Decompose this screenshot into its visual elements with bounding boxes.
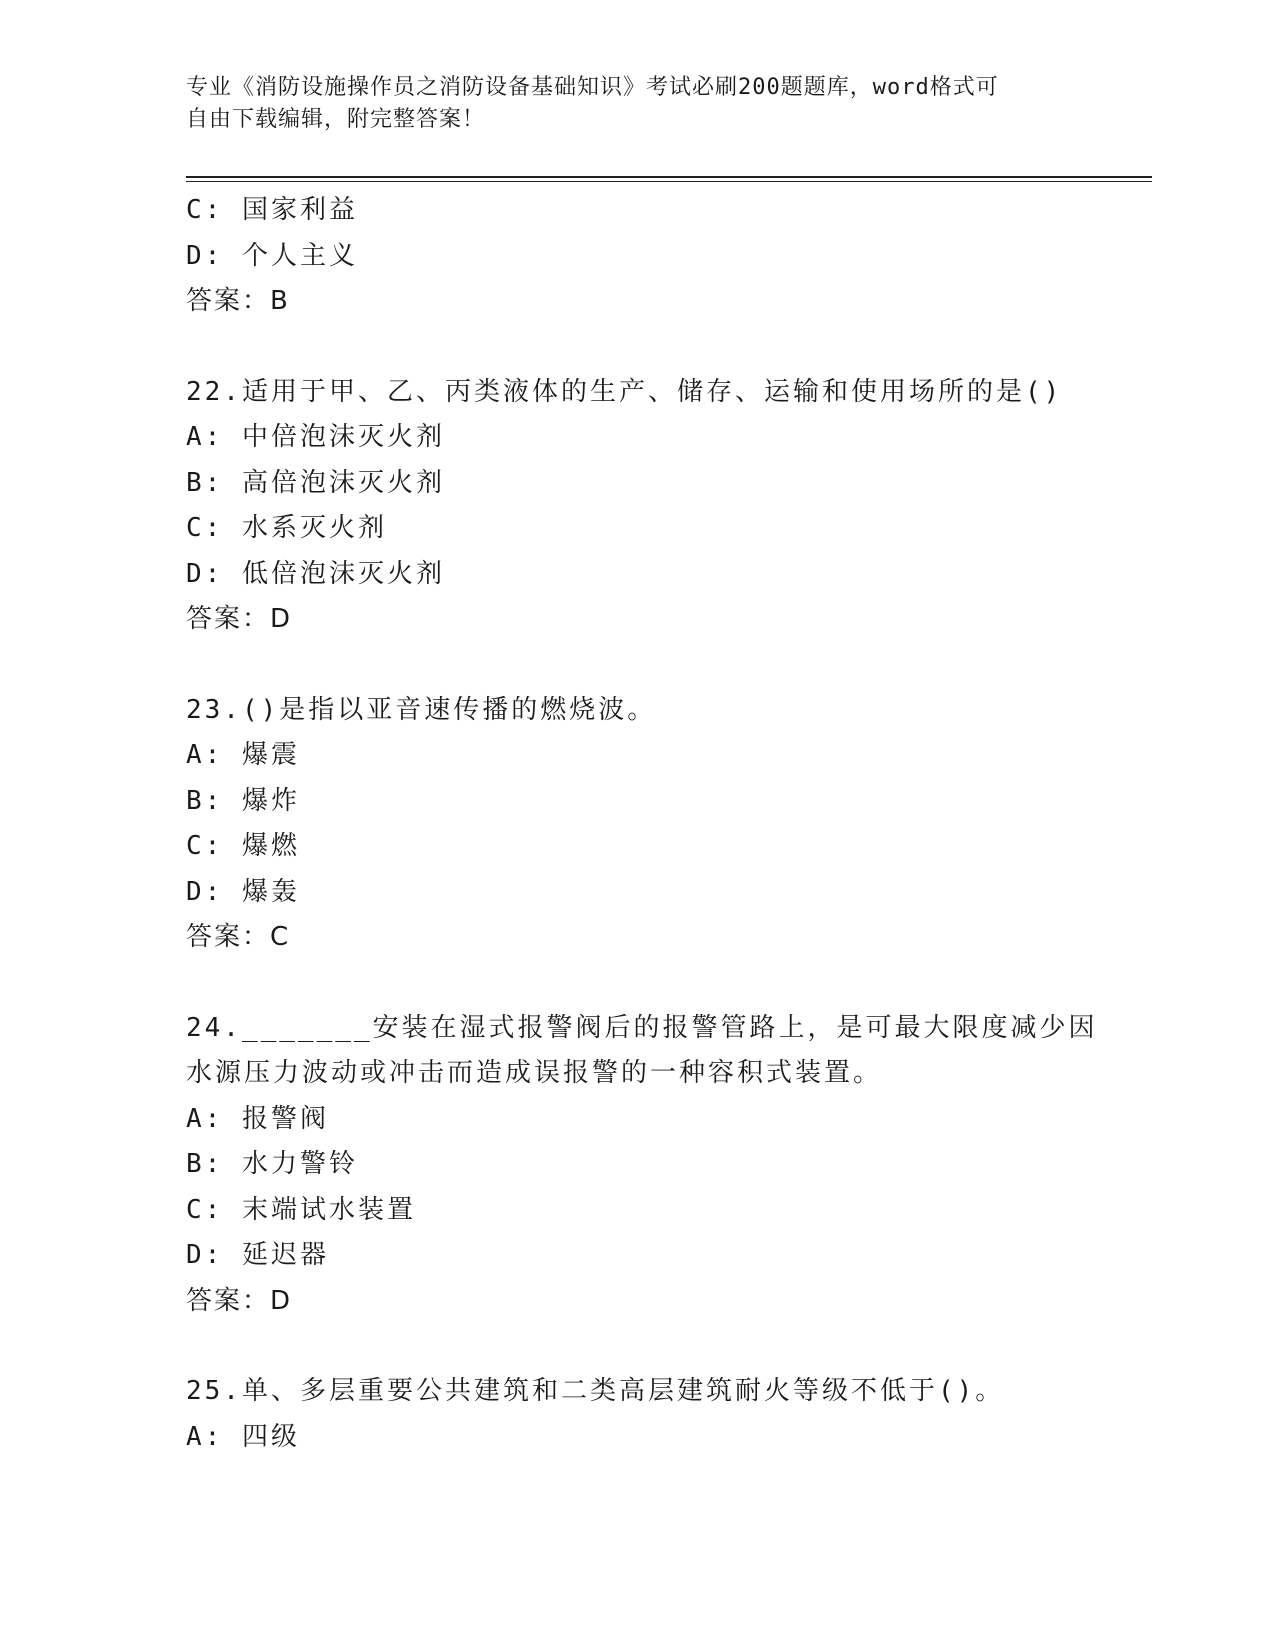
question-24 <box>186 1006 1098 1325</box>
header-rule-thin <box>186 181 1152 182</box>
option-text: 国家利益 <box>241 195 358 225</box>
option-text: 高倍泡沫灭火剂 <box>241 467 445 498</box>
option-label: B: <box>186 1149 224 1179</box>
option-a <box>186 1097 1066 1143</box>
option-text: 爆炸 <box>241 785 300 816</box>
option-d <box>186 870 1066 916</box>
option-label: A: <box>186 1103 224 1134</box>
option-text: 四级 <box>241 1421 300 1452</box>
option-text: 末端试水装置 <box>241 1194 416 1225</box>
question-stem: 25.单、多层重要公共建筑和二类高层建筑耐火等级不低于()。 <box>186 1376 1005 1406</box>
spacer <box>186 1324 1066 1369</box>
question-23 <box>186 688 1066 961</box>
question-stem-line-2: 水源压力波动或冲击而造成误报警的一种容积式装置。 <box>186 1058 883 1088</box>
option-text: 中倍泡沫灭火剂 <box>241 422 445 452</box>
document-header <box>186 72 1066 136</box>
question-stem-line-1: 24._______安装在湿式报警阀后的报警管路上，是可最大限度减少因 <box>186 1012 1098 1043</box>
answer-line: 答案：D <box>186 604 293 634</box>
option-c <box>186 188 1066 234</box>
answer-line: 答案：B <box>186 286 290 316</box>
option-label: A: <box>186 740 224 770</box>
question-stem: 22.适用于甲、乙、丙类液体的生产、储存、运输和使用场所的是() <box>186 376 1063 407</box>
option-text: 水系灭火剂 <box>241 513 387 543</box>
spacer <box>186 325 1066 370</box>
option-a <box>186 1415 1066 1461</box>
header-line-2: 自由下载编辑，附完整答案！ <box>186 107 486 132</box>
option-b <box>186 461 1066 507</box>
spacer <box>186 643 1066 688</box>
question-stem: 23.()是指以亚音速传播的燃烧波。 <box>186 694 657 725</box>
option-label: C: <box>186 195 224 225</box>
option-label: D: <box>186 558 224 589</box>
question-21-tail <box>186 188 1066 325</box>
option-label: B: <box>186 785 224 816</box>
header-line-1: 专业《消防设施操作员之消防设备基础知识》考试必刷200题题库，word格式可 <box>186 75 999 100</box>
spacer <box>186 961 1066 1006</box>
option-label: A: <box>186 422 224 452</box>
option-label: D: <box>186 1240 224 1270</box>
option-b <box>186 779 1066 825</box>
option-d <box>186 552 1066 598</box>
option-text: 低倍泡沫灭火剂 <box>241 558 445 589</box>
question-22 <box>186 370 1066 643</box>
option-text: 爆轰 <box>241 876 300 907</box>
answer-line: 答案：D <box>186 1285 293 1316</box>
option-text: 个人主义 <box>241 240 358 271</box>
option-b <box>186 1142 1066 1188</box>
option-d <box>186 1233 1066 1279</box>
option-label: A: <box>186 1421 224 1452</box>
option-label: B: <box>186 467 224 498</box>
option-text: 爆燃 <box>241 831 300 861</box>
option-a <box>186 733 1066 779</box>
option-text: 水力警铃 <box>241 1149 358 1179</box>
option-label: D: <box>186 876 224 907</box>
option-c <box>186 506 1066 552</box>
option-c <box>186 1188 1066 1234</box>
option-text: 报警阀 <box>241 1103 329 1134</box>
answer-line: 答案：C <box>186 922 291 952</box>
question-list <box>186 188 1098 1460</box>
option-label: C: <box>186 513 224 543</box>
option-d <box>186 234 1066 280</box>
option-text: 延迟器 <box>241 1240 329 1270</box>
option-label: C: <box>186 1194 224 1225</box>
option-label: D: <box>186 240 224 271</box>
question-25 <box>186 1369 1066 1460</box>
option-c <box>186 824 1066 870</box>
option-text: 爆震 <box>241 740 300 770</box>
option-label: C: <box>186 831 224 861</box>
option-a <box>186 415 1066 461</box>
header-rule-thick <box>186 176 1152 178</box>
